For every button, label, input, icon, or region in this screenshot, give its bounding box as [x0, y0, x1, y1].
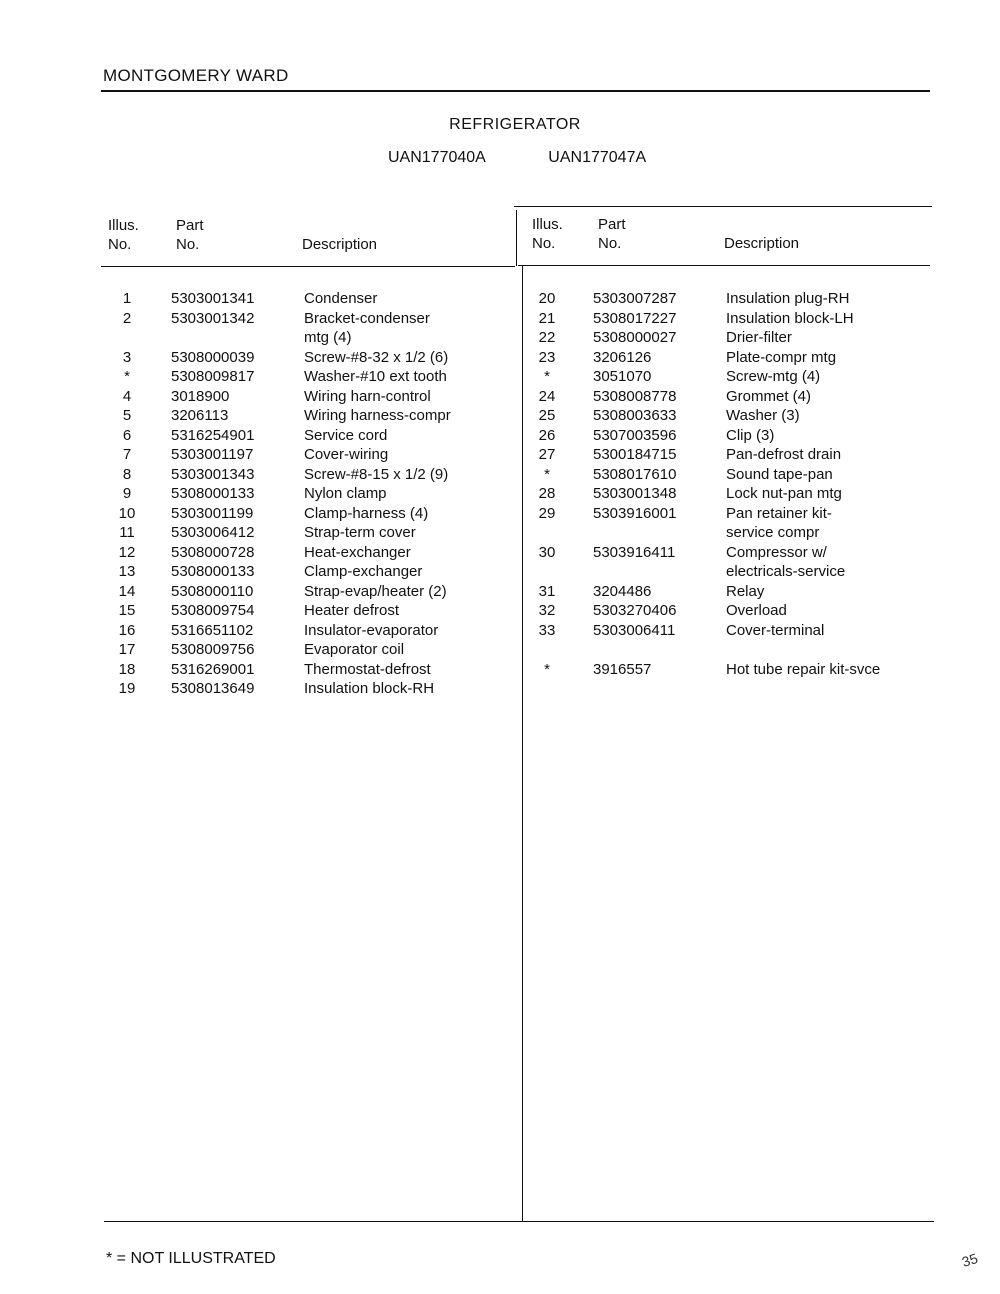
illus-number: 32 — [538, 602, 556, 619]
part-number: 5316269001 — [171, 660, 255, 678]
table-row — [0, 622, 1000, 641]
table-row — [0, 680, 1000, 699]
illus-number: 6 — [122, 426, 132, 444]
table-row — [0, 602, 1000, 621]
part-description: Wiring harn-control — [304, 387, 431, 405]
part-description: Insulation plug-RH — [726, 290, 850, 307]
part-description: Heater defrost — [304, 602, 400, 619]
illus-number: 9 — [122, 485, 132, 502]
part-description: Bracket-condenser — [304, 309, 430, 327]
illus-number: * — [124, 368, 130, 385]
table-row — [0, 388, 1000, 407]
part-description: Lock nut-pan mtg — [726, 485, 842, 502]
header-part-no: Part No. — [176, 217, 204, 253]
part-description: Insulation block-RH — [304, 680, 435, 697]
part-description: Overload — [726, 602, 787, 619]
part-description: Grommet (4) — [726, 387, 812, 405]
part-number: 5303001348 — [593, 485, 677, 502]
table-row — [0, 466, 1000, 485]
header-description: Description — [302, 236, 378, 253]
illus-number: 10 — [118, 504, 136, 522]
part-description: Compressor w/ — [726, 543, 827, 561]
table-row — [0, 290, 1000, 309]
table-row — [0, 505, 1000, 524]
part-description: Pan retainer kit- — [726, 504, 832, 522]
part-number: 5307003596 — [593, 426, 677, 444]
part-number: 3018900 — [171, 387, 230, 405]
brand-name: MONTGOMERY WARD — [103, 66, 289, 85]
part-number: 5308009756 — [171, 641, 255, 658]
part-number: 5303001342 — [171, 309, 255, 327]
illus-number: 3 — [122, 348, 132, 366]
header-part-no: Part No. — [598, 216, 626, 252]
illus-number: 25 — [538, 407, 556, 424]
table-header-rule-left — [101, 266, 515, 267]
header-illus-no: Illus. No. — [108, 217, 139, 253]
part-description: Evaporator coil — [304, 641, 405, 658]
header-illus-no: Illus. No. — [532, 216, 563, 252]
part-description: Service cord — [304, 426, 388, 444]
illus-number: 5 — [122, 407, 132, 424]
part-number: 5303001199 — [171, 504, 254, 522]
illus-number: 11 — [119, 524, 135, 541]
illus-number: 16 — [118, 621, 136, 639]
part-number: 5303001343 — [171, 465, 255, 483]
part-number: 3916557 — [593, 660, 652, 678]
part-number: 5308000728 — [171, 543, 255, 561]
part-description: Clamp-exchanger — [304, 563, 423, 580]
part-number: 5308009817 — [171, 368, 255, 385]
part-number: 5308009754 — [171, 602, 255, 619]
illus-number: 28 — [538, 485, 556, 502]
part-number: 5303006412 — [171, 524, 255, 541]
illus-number: 27 — [538, 446, 556, 463]
part-description: service compr — [726, 524, 820, 541]
illus-number: 13 — [118, 563, 136, 580]
illus-number: 21 — [538, 309, 556, 327]
illus-number: 18 — [118, 660, 136, 678]
model-number: UAN177040A — [388, 149, 486, 166]
header-rule — [101, 90, 930, 92]
part-description: electricals-service — [726, 563, 846, 580]
part-description: Nylon clamp — [304, 485, 387, 502]
part-description: Clip (3) — [726, 426, 775, 444]
model-numbers — [388, 149, 674, 167]
part-description: Cover-terminal — [726, 621, 825, 639]
illus-number: * — [544, 465, 550, 483]
part-description: Sound tape-pan — [726, 465, 833, 483]
part-number: 5316651102 — [171, 621, 254, 639]
part-description: Wiring harness-compr — [304, 407, 451, 424]
illus-number: 8 — [122, 465, 132, 483]
illus-number: 23 — [538, 348, 556, 366]
part-number: 3051070 — [593, 368, 652, 385]
part-number: 5303916411 — [593, 543, 676, 561]
illus-number: 29 — [538, 504, 556, 522]
part-number: 5308017610 — [593, 465, 677, 483]
part-number: 5308000027 — [593, 329, 677, 346]
part-description: Condenser — [304, 290, 378, 307]
table-row — [0, 485, 1000, 504]
part-number: 5308008778 — [593, 387, 677, 405]
illus-number: 12 — [118, 543, 136, 561]
part-number: 5303001197 — [171, 446, 254, 463]
table-row — [0, 641, 1000, 660]
part-description: Plate-compr mtg — [726, 348, 837, 366]
footnote: * = NOT ILLUSTRATED — [106, 1250, 276, 1267]
illus-number: 20 — [538, 290, 556, 307]
part-number: 3206113 — [171, 407, 229, 424]
table-row — [0, 563, 1000, 582]
part-number: 5308000039 — [171, 348, 255, 366]
illus-number: 31 — [538, 582, 556, 600]
part-number: 3204486 — [593, 582, 652, 600]
table-row — [0, 661, 1000, 680]
illus-number: 33 — [538, 621, 556, 639]
table-row — [0, 329, 1000, 348]
part-number: 5303001341 — [171, 290, 255, 307]
table-row — [0, 446, 1000, 465]
part-number: 5303270406 — [593, 602, 677, 619]
table-bottom-rule — [104, 1221, 934, 1222]
part-description: Hot tube repair kit-svce — [726, 660, 881, 678]
header-description: Description — [724, 235, 800, 252]
table-row — [0, 524, 1000, 543]
illus-number: 22 — [538, 329, 556, 346]
part-number: 5303007287 — [593, 290, 677, 307]
part-number: 5308000110 — [171, 582, 254, 600]
document-title: REFRIGERATOR — [449, 116, 581, 133]
page-mark: 35 — [959, 1249, 980, 1271]
part-number: 3206126 — [593, 348, 652, 366]
table-row — [0, 407, 1000, 426]
part-number: 5300184715 — [593, 446, 677, 463]
part-number: 5308003633 — [593, 407, 677, 424]
part-description: Thermostat-defrost — [304, 660, 431, 678]
part-number: 5303006411 — [593, 621, 676, 639]
part-description: Insulation block-LH — [726, 309, 854, 327]
illus-number: 1 — [122, 290, 132, 307]
part-description: Drier-filter — [726, 329, 792, 346]
table-row — [0, 583, 1000, 602]
part-number: 5308017227 — [593, 309, 677, 327]
table-row — [0, 310, 1000, 329]
illus-number: 15 — [118, 602, 136, 619]
part-description: Strap-term cover — [304, 524, 416, 541]
part-description: Screw-mtg (4) — [726, 368, 821, 385]
illus-number: 30 — [538, 543, 556, 561]
part-number: 5303916001 — [593, 504, 677, 522]
illus-number: * — [544, 660, 550, 678]
part-number: 5316254901 — [171, 426, 255, 444]
part-description: Pan-defrost drain — [726, 446, 842, 463]
illus-number: 26 — [538, 426, 556, 444]
part-description: mtg (4) — [304, 329, 352, 346]
illus-number: 4 — [122, 387, 132, 405]
part-description: Screw-#8-32 x 1/2 (6) — [304, 348, 449, 366]
model-number: UAN177047A — [548, 149, 647, 166]
illus-number: 17 — [118, 641, 136, 658]
part-number: 5308000133 — [171, 563, 255, 580]
part-description: Washer-#10 ext tooth — [304, 368, 447, 385]
part-number: 5308013649 — [171, 680, 255, 697]
table-row — [0, 349, 1000, 368]
part-description: Insulator-evaporator — [304, 621, 439, 639]
part-number: 5308000133 — [171, 485, 255, 502]
part-description: Relay — [726, 582, 765, 600]
part-description: Strap-evap/heater (2) — [304, 582, 447, 600]
part-description: Washer (3) — [726, 407, 800, 424]
illus-number: 2 — [122, 309, 132, 327]
table-header-rule-right — [518, 265, 930, 266]
illus-number: 24 — [538, 387, 556, 405]
illus-number: 19 — [118, 680, 136, 697]
part-description: Cover-wiring — [304, 446, 389, 463]
part-description: Screw-#8-15 x 1/2 (9) — [304, 465, 449, 483]
illus-number: 14 — [118, 582, 136, 600]
illus-number: 7 — [122, 446, 132, 463]
column-divider — [516, 210, 517, 266]
table-top-rule — [514, 206, 932, 207]
table-row — [0, 544, 1000, 563]
part-description: Heat-exchanger — [304, 543, 411, 561]
illus-number: * — [544, 368, 550, 385]
part-description: Clamp-harness (4) — [304, 504, 429, 522]
table-row — [0, 368, 1000, 387]
table-row — [0, 427, 1000, 446]
